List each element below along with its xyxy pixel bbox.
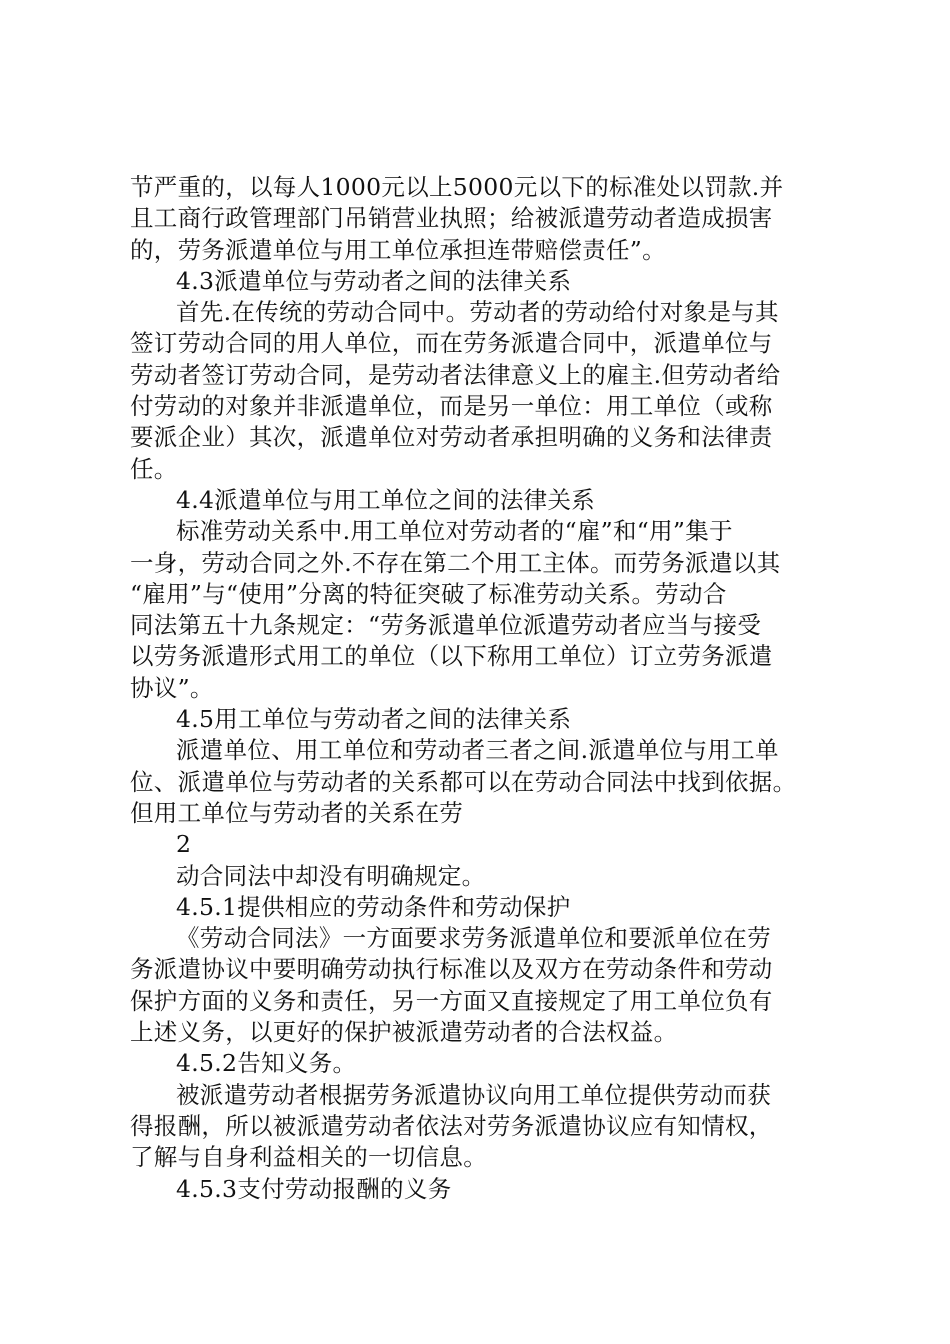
- text-line: 得报酬，所以被派遣劳动者依法对劳务派遣协议应有知情权，: [130, 1111, 773, 1140]
- text-line: 但用工单位与劳动者的关系在劳: [130, 798, 464, 827]
- text-line: 首先.在传统的劳动合同中。劳动者的劳动给付对象是与其: [176, 298, 779, 327]
- text-line: 4.5.1提供相应的劳动条件和劳动保护: [176, 892, 571, 921]
- text-line: “雇用”与“使用”分离的特征突破了标准劳动关系。劳动合: [130, 579, 727, 608]
- text-line: 上述义务，以更好的保护被派遣劳动者的合法权益。: [130, 1018, 678, 1047]
- text-line: 节严重的，以每人1000元以上5000元以下的标准处以罚款.并: [130, 173, 784, 201]
- text-line: 2: [176, 830, 192, 859]
- text-line: 保护方面的义务和责任，另一方面又直接规定了用工单位负有: [130, 986, 773, 1015]
- text-line: 位、派遣单位与劳动者的关系都可以在劳动合同法中找到依据。: [130, 767, 797, 796]
- text-line: 付劳动的对象并非派遣单位，而是另一单位：用工单位（或称: [130, 392, 773, 421]
- text-line: 一身，劳动合同之外.不存在第二个用工主体。而劳务派遣以其: [130, 548, 781, 577]
- text-line: 4.5用工单位与劳动者之间的法律关系: [176, 705, 572, 734]
- text-line: 同法第五十九条规定：“劳务派遣单位派遣劳动者应当与接受: [130, 611, 762, 640]
- text-line: 要派企业）其次，派遣单位对劳动者承担明确的义务和法律责: [130, 423, 773, 452]
- text-line: 被派遣劳动者根据劳务派遣协议向用工单位提供劳动而获: [176, 1080, 771, 1109]
- text-line: 4.5.2告知义务。: [176, 1049, 357, 1078]
- text-line: 标准劳动关系中.用工单位对劳动者的“雇”和“用”集于: [176, 517, 733, 546]
- text-line: 以劳务派遣形式用工的单位（以下称用工单位）订立劳务派遣: [130, 642, 773, 671]
- document-page: [130, 172, 830, 1205]
- text-line: 4.3派遣单位与劳动者之间的法律关系: [176, 266, 572, 295]
- text-line: 4.5.3支付劳动报酬的义务: [176, 1174, 452, 1203]
- text-line: 且工商行政管理部门吊销营业执照；给被派遣劳动者造成损害: [130, 204, 773, 233]
- text-line: 务派遣协议中要明确劳动执行标准以及双方在劳动条件和劳动: [130, 955, 773, 984]
- text-line: 劳动者签订劳动合同，是劳动者法律意义上的雇主.但劳动者给: [130, 360, 781, 389]
- text-line: 了解与自身利益相关的一切信息。: [130, 1143, 487, 1172]
- text-line: 动合同法中却没有明确规定。: [176, 861, 486, 890]
- text-line: 签订劳动合同的用人单位，而在劳务派遣合同中，派遣单位与: [130, 329, 773, 358]
- text-line: 《劳动合同法》一方面要求劳务派遣单位和要派单位在劳: [176, 924, 771, 953]
- text-line: 协议”。: [130, 673, 214, 702]
- text-line: 的，劳务派遣单位与用工单位承担连带赔偿责任”。: [130, 235, 666, 264]
- text-line: 任。: [130, 454, 178, 483]
- text-line: 派遣单位、用工单位和劳动者三者之间.派遣单位与用工单: [176, 736, 779, 765]
- text-line: 4.4派遣单位与用工单位之间的法律关系: [176, 485, 596, 514]
